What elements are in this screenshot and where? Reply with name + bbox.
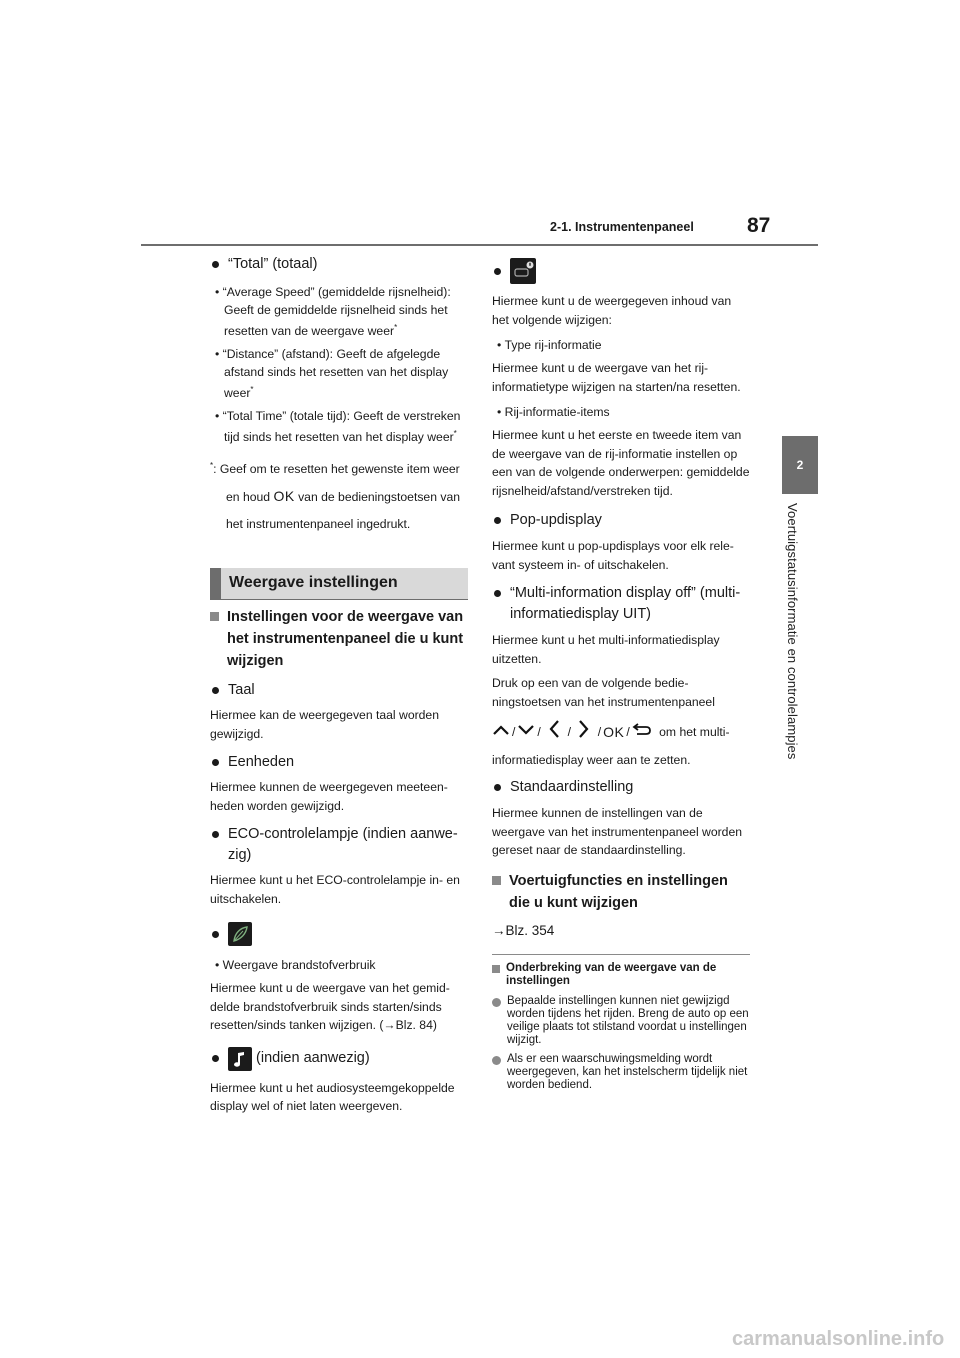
section-banner: Weergave instellingen	[210, 568, 468, 599]
list-item: • “Distance” (afstand): Geeft de afgelegde afstand sinds het resetten van het display weer*	[215, 347, 449, 401]
bullet-dot	[494, 784, 501, 791]
fuel-economy-leaf-icon	[228, 922, 252, 946]
list-item: • “Average Speed” (gemiddelde rijsnelheid): Geeft de gemiddelde rijsnelheid sinds het resetten van de weergave weer*	[215, 285, 451, 339]
bullet-dot	[494, 590, 501, 597]
bullet-dot	[212, 831, 219, 838]
bullet-dot	[212, 261, 219, 268]
heading-eenheden: Eenheden	[210, 752, 468, 773]
button-sequence: / / / / OK / om het multi-	[492, 719, 750, 745]
ok-button-icon: OK	[603, 723, 625, 740]
note-dot	[492, 998, 501, 1007]
bullet-dot	[212, 687, 219, 694]
eco-description: Hiermee kunt u het ECO-controlelampje in- en uitschakelen.	[210, 873, 460, 906]
taal-description: Hiermee kan de weergegeven taal worden gewijzigd.	[210, 708, 439, 741]
chapter-tab: 2	[782, 436, 818, 494]
heading-mid-off: “Multi-information display off” (multi-informatiedisplay UIT)	[492, 583, 750, 625]
page-number: 87	[747, 214, 771, 237]
chapter-title: Voertuigstatusinformatie en controlelampjes	[785, 503, 800, 760]
heading-popup: Pop-updisplay	[492, 510, 750, 531]
right-column	[492, 258, 750, 1092]
list-item: • Type rij-informatie	[497, 338, 602, 352]
drive-info-icon	[510, 258, 536, 284]
heading-eco: ECO-controlelampje (indien aanwezig)	[210, 824, 468, 866]
bullet-dot	[212, 1055, 219, 1062]
watermark: carmanualsonline.info	[732, 1328, 945, 1350]
footnote: *: Geef om te resetten het gewenste item weer en houd OK van de bedieningstoetsen van het instrumentenpaneel ingedrukt.	[210, 461, 461, 532]
heading-taal: Taal	[210, 680, 468, 701]
note-heading: Onderbreking van de weergave van de instellingen	[492, 962, 750, 988]
list-item: • Weergave brandstofverbruik	[215, 958, 376, 972]
square-marker	[210, 612, 219, 621]
popup-description: Hiermee kunt u pop-updisplays voor elk relevant systeem in- of uitschakelen.	[492, 539, 734, 572]
standaard-description: Hiermee kunnen de instellingen van de weergave van het instrumentenpaneel worden gereset naar de standaardinstelling.	[492, 806, 743, 857]
right-arrow-icon	[578, 719, 590, 745]
note-item: Bepaalde instellingen kunnen niet gewijzigd worden tijdens het rijden. Breng de auto op een veilige plaats tot stilstand voordat u instellingen wijzigt.	[492, 995, 750, 1047]
heading-audio: (indien aanwezig)	[210, 1047, 468, 1071]
bullet-dot	[494, 517, 501, 524]
left-arrow-icon	[548, 719, 560, 745]
list-item: • “Total Time” (totale tijd): Geeft de verstreken tijd sinds het resetten van het display weer*	[215, 409, 461, 445]
up-arrow-icon	[492, 723, 510, 742]
music-note-icon	[228, 1047, 252, 1071]
heading-drive-info-icon	[492, 258, 750, 284]
square-marker	[492, 876, 501, 885]
drive-info-description: Hiermee kunt u de weergegeven inhoud van het volgende wijzigen:	[492, 294, 732, 327]
banner-rule	[210, 599, 468, 600]
fuel-description: Hiermee kunt u de weergave van het gemiddelde brandstofverbruik sinds starten/sinds resetten/sinds tanken wijzigen. (→Blz. 84)	[210, 981, 450, 1032]
left-column	[210, 254, 468, 538]
mid-instruction-end: informatiedisplay weer aan te zetten.	[492, 752, 691, 767]
list-item: • Rij-informatie-items	[497, 405, 610, 419]
note-item: Als er een waarschuwingsmelding wordt weergegeven, kan het instelscherm tijdelijk niet worden bediend.	[492, 1053, 750, 1092]
mid-off-description: Hiermee kunt u het multi-informatiedisplay uitzetten.	[492, 633, 720, 666]
subsection-title: Voertuigfuncties en instellingen die u kunt wijzigen	[492, 870, 750, 914]
audio-description: Hiermee kunt u het audiosysteemgekoppelde display wel of niet laten weergeven.	[210, 1080, 455, 1113]
bullet-dot	[212, 931, 219, 938]
mid-instruction: Druk op een van de volgende bedieningstoetsen van het instrumentenpaneel	[492, 676, 715, 709]
type-description: Hiermee kunt u de weergave van het rij-informatietype wijzigen na starten/na resetten.	[492, 361, 741, 394]
down-arrow-icon	[517, 723, 535, 742]
heading-total: “Total” (totaal)	[210, 254, 468, 275]
header-rule	[141, 244, 818, 246]
heading-fuel-icon	[210, 922, 468, 946]
subsection-title: Instellingen voor de weergave van het instrumentenpaneel die u kunt wijzigen	[210, 606, 468, 672]
items-description: Hiermee kunt u het eerste en tweede item van de weergave van de rij-informatie instellen op een van de volgende onderwerpen: gemiddelde rijsnelheid/afstand/verstreken tijd.	[492, 428, 750, 498]
page-reference: →Blz. 354	[492, 922, 555, 938]
bullet-dot	[212, 759, 219, 766]
left-column-settings	[210, 606, 468, 1116]
note-dot	[492, 1056, 501, 1065]
square-marker	[492, 965, 500, 973]
heading-standaard: Standaardinstelling	[492, 777, 750, 798]
ok-button-icon: OK	[273, 488, 295, 505]
bullet-dot	[494, 268, 501, 275]
back-arrow-icon	[632, 722, 652, 742]
eenheden-description: Hiermee kunnen de weergegeven meeteenheden worden gewijzigd.	[210, 780, 448, 813]
section-title: 2-1. Instrumentenpaneel	[550, 220, 694, 234]
